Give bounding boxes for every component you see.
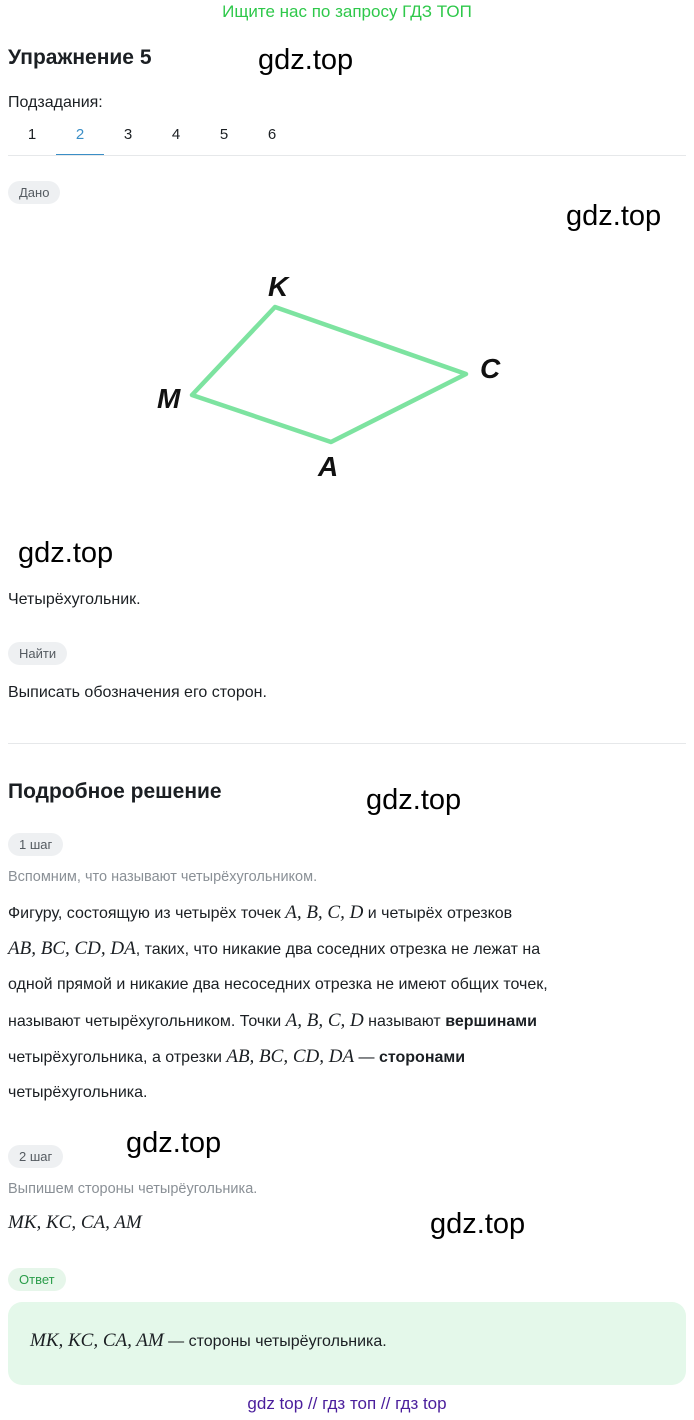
step-1-line-6: четырёхугольника.	[8, 1084, 148, 1101]
step-1-line-2: AB, BC, CD, DA, таких, что никакие два соседних отрезка не лежат на	[8, 938, 541, 959]
step-1-badge: 1 шаг	[8, 833, 63, 856]
answer-badge: Ответ	[8, 1268, 66, 1291]
tab-3[interactable]: 3	[123, 126, 133, 143]
vertex-label-m: M	[157, 383, 181, 414]
step-2-badge: 2 шаг	[8, 1145, 63, 1168]
search-banner: Ищите нас по запросу ГДЗ ТОП	[222, 2, 472, 21]
find-text: Выписать обозначения его сторон.	[8, 684, 267, 701]
divider	[8, 155, 686, 156]
tab-1[interactable]: 1	[27, 126, 37, 143]
watermark: gdz.top	[566, 200, 662, 232]
vertex-label-k: K	[268, 271, 289, 302]
vertex-label-c: C	[480, 353, 501, 384]
solution-heading: Подробное решение	[8, 780, 222, 803]
step-1-line-1: Фигуру, состоящую из четырёх точек A, B, C, D и четырёх отрезков	[8, 902, 513, 923]
divider	[8, 743, 686, 744]
tab-4[interactable]: 4	[171, 126, 181, 143]
given-badge: Дано	[8, 181, 60, 204]
answer-text: MK, KC, CA, AM — стороны четырёугольника.	[30, 1330, 387, 1351]
watermark: gdz.top	[258, 44, 354, 76]
tab-6[interactable]: 6	[267, 126, 277, 143]
quadrilateral-figure	[150, 262, 510, 492]
step-2-sides: MK, KC, CA, AM	[8, 1212, 142, 1233]
watermark: gdz.top	[366, 784, 462, 816]
footer-links[interactable]: gdz top // гдз топ // гдз top	[247, 1394, 447, 1413]
vertex-label-a: A	[318, 451, 339, 482]
tab-2[interactable]: 2	[56, 124, 104, 156]
step-1-line-3: одной прямой и никакие два несоседних отрезка не имеют общих точек,	[8, 976, 548, 993]
step-1-line-5: четырёхугольника, а отрезки AB, BC, CD, DA — сторонами	[8, 1046, 466, 1067]
step-1-line-4: называют четырёхугольником. Точки A, B, C, D называют вершинами	[8, 1010, 537, 1031]
step-1-hint: Вспомним, что называют четырёхугольником.	[8, 869, 318, 885]
tab-5[interactable]: 5	[219, 126, 229, 143]
watermark: gdz.top	[18, 537, 114, 569]
find-badge: Найти	[8, 642, 67, 665]
quadrilateral-mkca	[192, 307, 466, 442]
subtask-tabs	[8, 124, 296, 156]
given-text: Четырёхугольник.	[8, 591, 141, 608]
step-2-hint: Выпишем стороны четырёугольника.	[8, 1181, 258, 1197]
watermark: gdz.top	[126, 1127, 222, 1159]
page-title: Упражнение 5	[8, 46, 152, 69]
watermark: gdz.top	[430, 1208, 526, 1240]
subtasks-label: Подзадания:	[8, 94, 103, 111]
